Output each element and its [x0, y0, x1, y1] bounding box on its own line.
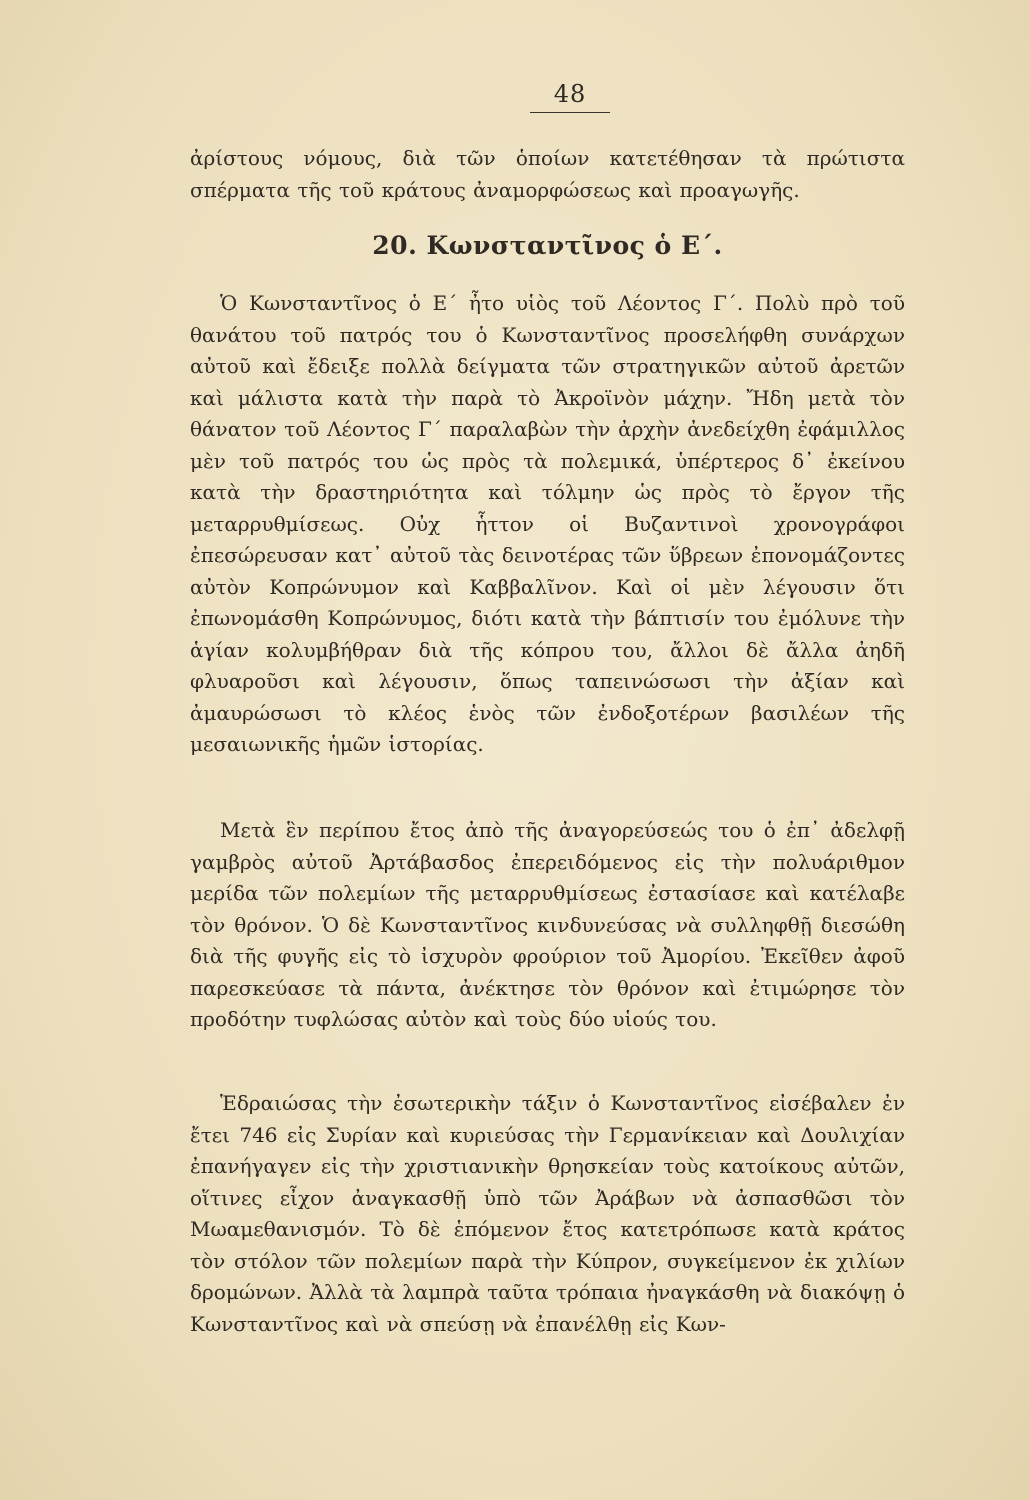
paragraph-2	[190, 815, 905, 1036]
paragraph-3-text: Ἑδραιώσας τὴν ἐσωτερικὴν τάξιν ὁ Κωνσταντῖνος εἰσέβαλεν ἐν ἔτει 746 εἰς Συρίαν καὶ κυριεύσας τὴν Γερμανίκειαν καὶ Δουλιχίαν ἐπανήγαγεν εἰς τὴν χριστιανικὴν θρησκείαν τοὺς κατοίκους αὐτῶν, οἵτινες εἶχον ἀναγκασθῇ ὑπὸ τῶν Ἀράβων νὰ ἀσπασθῶσι τὸν Μωαμεθανισμόν. Τὸ δὲ ἑπόμενον ἔτος κατετρόπωσε κατὰ κράτος τὸν στόλον τῶν πολεμίων παρὰ τὴν Κύπρον, συγκείμενον ἐκ χιλίων δρομώνων. Ἀλλὰ τὰ λαμπρὰ ταῦτα τρόπαια ἠναγκάσθη νὰ διακόψῃ ὁ Κωνσταντῖνος καὶ νὰ σπεύσῃ νὰ ἐπανέλθῃ εἰς Κων-	[190, 1091, 905, 1336]
paragraph-1-text: Ὁ Κωνσταντῖνος ὁ Ε΄ ἦτο υἱὸς τοῦ Λέοντος Γ΄. Πολὺ πρὸ τοῦ θανάτου τοῦ πατρός του ὁ Κωνσταντῖνος προσελήφθη συνάρχων αὐτοῦ καὶ ἔδειξε πολλὰ δείγματα τῶν στρατηγικῶν αὐτοῦ ἀρετῶν καὶ μάλιστα κατὰ τὴν παρὰ τὸ Ἀκροϊνὸν μάχην. Ἤδη μετὰ τὸν θάνατον τοῦ Λέοντος Γ΄ παραλαβὼν τὴν ἀρχὴν ἀνεδείχθη ἐφάμιλλος μὲν τοῦ πατρός του ὡς πρὸς τὰ πολεμικά, ὑπέρτερος δ᾽ ἐκείνου κατὰ τὴν δραστηριότητα καὶ τόλμην ὡς πρὸς τὸ ἔργον τῆς μεταρρυθμίσεως. Οὐχ ἧττον οἱ Βυζαντινοὶ χρονογράφοι ἐπεσώρευσαν κατ᾽ αὐτοῦ τὰς δεινοτέρας τῶν ὕβρεων ἐπονομάζοντες αὐτὸν Κοπρώνυμον καὶ Καββαλῖνον. Καὶ οἱ μὲν λέγουσιν ὅτι ἐπωνομάσθη Κοπρώνυμος, διότι κατὰ τὴν βάπτισίν του ἐμόλυνε τὴν ἁγίαν κολυμβήθραν διὰ τῆς κόπρου του, ἄλλοι δὲ ἄλλα ἀηδῆ φλυαροῦσι καὶ λέγουσιν, ὅπως ταπεινώσωσι τὴν ἀξίαν καὶ ἀμαυρώσωσι τὸ κλέος ἑνὸς τῶν ἐνδοξοτέρων βασιλέων τῆς μεσαιωνικῆς ἡμῶν ἱστορίας.	[190, 291, 905, 756]
paragraph-2-text: Μετὰ ἓν περίπου ἔτος ἀπὸ τῆς ἀναγορεύσεώς του ὁ ἐπ᾽ ἀδελφῇ γαμβρὸς αὐτοῦ Ἀρτάβασδος ἐπερειδόμενος εἰς τὴν πολυάριθμον μερίδα τῶν πολεμίων τῆς μεταρρυθμίσεως ἐστασίασε καὶ κατέλαβε τὸν θρόνον. Ὁ δὲ Κωνσταντῖνος κινδυνεύσας νὰ συλληφθῇ διεσώθη διὰ τῆς φυγῆς εἰς τὸ ἰσχυρὸν φρούριον τοῦ Ἀμορίου. Ἐκεῖθεν ἀφοῦ παρεσκεύασε τὰ πάντα, ἀνέκτησε τὸν θρόνον καὶ ἐτιμώρησε τὸν προδότην τυφλώσας αὐτὸν καὶ τοὺς δύο υἱούς του.	[190, 818, 905, 1031]
paragraph-3	[190, 1088, 905, 1340]
section-heading: 20. Κωνσταντῖνος ὁ Ε΄.	[372, 231, 723, 260]
intro-text	[190, 143, 905, 206]
intro-paragraph: ἀρίστους νόμους, διὰ τῶν ὁποίων κατετέθησαν τὰ πρώτιστα σπέρματα τῆς τοῦ κράτους ἀναμορφώσεως καὶ προαγωγῆς.	[190, 146, 905, 202]
paragraph-1	[190, 288, 905, 761]
page-number: 48	[530, 80, 610, 113]
